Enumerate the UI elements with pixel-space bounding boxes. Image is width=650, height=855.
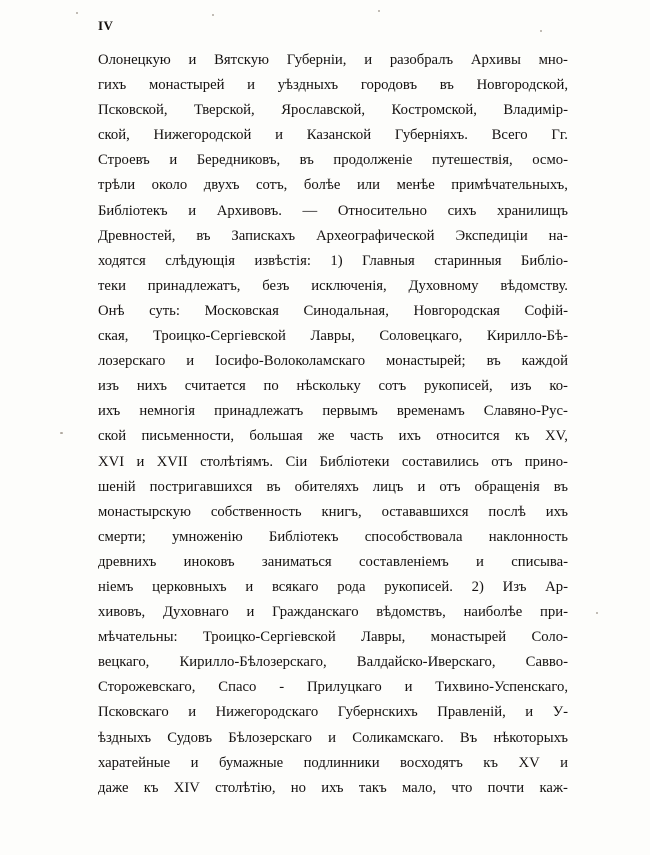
text-line (98, 726, 568, 751)
text-word: харатейные (98, 754, 171, 771)
text-word: хранилищъ (496, 202, 568, 219)
text-word: XIV (173, 779, 200, 796)
text-word: Олонецкую (98, 52, 171, 68)
text-word: и (169, 152, 178, 169)
text-word: въ (196, 227, 211, 244)
text-word: принадлежатъ, (147, 277, 241, 294)
text-word: Библiотеки (319, 453, 390, 470)
text-word: Строевъ (98, 152, 150, 169)
text-word: въ (299, 152, 314, 169)
text-word: Тверской, (193, 102, 255, 119)
text-word: исключенiя, (311, 277, 387, 294)
text-line (98, 98, 568, 123)
text-word: списыва- (511, 553, 568, 570)
text-word: трѣли (98, 177, 136, 194)
text-word: продолженiе (333, 152, 413, 169)
text-word: монастырскую (98, 503, 191, 520)
scan-speck (76, 12, 78, 14)
text-word: Псковской, (98, 102, 168, 119)
text-word: примѣчательныхъ, (451, 177, 568, 194)
text-line (98, 399, 568, 424)
text-word: ихъ (398, 428, 421, 445)
text-word: Соликамскаго. (352, 729, 444, 746)
text-line (98, 751, 568, 776)
text-line (98, 450, 568, 475)
text-word: Кирилло-Бѣ- (486, 328, 568, 345)
text-word: по (263, 378, 279, 395)
text-word: осмо- (532, 152, 568, 169)
text-word: городовъ (360, 77, 418, 94)
text-word: умноженiю (172, 528, 243, 545)
text-word: собственность (210, 503, 302, 520)
text-word: монастырей (430, 629, 507, 646)
text-word: Савво- (525, 654, 568, 671)
text-line (98, 199, 568, 224)
text-line (98, 776, 568, 801)
text-word: шенiй (98, 478, 136, 495)
text-word: къ (514, 428, 530, 445)
text-word: временамъ (396, 403, 465, 420)
text-word: XVII (156, 453, 188, 470)
text-word: смерти; (98, 528, 146, 545)
text-word: Кирилло-Бѣлозерскаго, (179, 654, 327, 671)
text-word: мало, (401, 779, 437, 796)
text-word: каж- (539, 779, 568, 796)
text-word: Псковскаго (98, 704, 169, 721)
text-line (98, 274, 568, 299)
text-word: постригавшихся (149, 478, 253, 495)
text-word: обращенiя (474, 478, 540, 495)
text-word: Судовъ (167, 729, 213, 746)
text-word: — (302, 202, 318, 219)
text-word: около (151, 177, 188, 194)
text-line (98, 324, 568, 349)
text-word: книгъ, (321, 503, 362, 520)
text-word: Соло- (531, 629, 568, 646)
text-word: Археографической (316, 227, 435, 244)
text-word: столѣтiямъ. (200, 453, 274, 470)
text-word: наиболѣе (463, 604, 523, 621)
text-line (98, 424, 568, 449)
text-word: путешествiя, (431, 152, 513, 169)
text-line (98, 299, 568, 324)
text-word: и (188, 202, 197, 219)
text-word: У- (552, 704, 568, 721)
text-line (98, 123, 568, 148)
text-word: монастырей (148, 77, 225, 94)
text-word: заниматься (261, 553, 332, 570)
text-word: Лавры, (361, 629, 406, 646)
scan-speck (60, 432, 63, 434)
text-line (98, 675, 568, 700)
text-word: ко- (549, 378, 568, 395)
text-word: вѣдомству. (500, 277, 568, 294)
text-word: каждой (521, 353, 568, 370)
text-word: Владимiр- (503, 102, 568, 119)
text-word: Сторожевскаго, (98, 679, 196, 696)
text-line (98, 525, 568, 550)
text-word: Соловецкаго, (379, 328, 463, 345)
text-word: ской, (98, 127, 130, 144)
text-word: прино- (524, 453, 568, 470)
text-word: почти (487, 779, 525, 796)
text-word: Костромской, (391, 102, 477, 119)
text-word: Древностей, (98, 227, 176, 244)
text-word: Экспедицiи (455, 227, 528, 244)
text-word: и (476, 553, 484, 570)
text-word: Вятскую (214, 52, 270, 68)
text-word: и (404, 679, 413, 696)
text-word: Относительно (337, 202, 427, 219)
text-word: двухъ (203, 177, 240, 194)
text-word: сотъ (378, 378, 407, 395)
text-line (98, 550, 568, 575)
text-word: церковныхъ (152, 578, 227, 595)
text-word: Главныя (362, 252, 415, 269)
text-word: подлинники (303, 754, 380, 771)
text-word: письменности, (141, 428, 235, 445)
text-word: сотъ, (256, 177, 288, 194)
text-word: нихъ (136, 378, 167, 395)
text-word: Духовнаго (162, 604, 229, 621)
text-word: XV, (544, 428, 568, 445)
text-word: обителяхъ (294, 478, 359, 495)
text-word: Правленiй, (437, 704, 506, 721)
text-word: хивовъ, (98, 604, 146, 621)
text-word: при- (540, 604, 568, 621)
text-word: составленiемъ (358, 553, 449, 570)
text-word: такъ (358, 779, 387, 796)
text-word: и (417, 478, 426, 495)
text-word: въ (486, 353, 501, 370)
text-word: относится (436, 428, 500, 445)
text-word: и (560, 754, 568, 771)
text-word: болѣе (303, 177, 341, 194)
text-line (98, 700, 568, 725)
text-word: ихъ (98, 403, 121, 420)
text-word: Сiи (285, 453, 308, 470)
text-word: и (190, 754, 199, 771)
text-word: вецкаго, (98, 654, 150, 671)
text-word: Нижегородской (153, 127, 252, 144)
text-word: Библiо- (520, 252, 568, 269)
text-word: 2) (471, 578, 484, 595)
text-line (98, 374, 568, 399)
text-word: Библiотекъ (98, 202, 168, 219)
text-word: сихъ (447, 202, 477, 219)
body-text (98, 48, 568, 801)
text-word: ходятся (98, 252, 146, 269)
text-word: Казанской (306, 127, 372, 144)
text-word: на- (548, 227, 568, 244)
text-word: Бѣлозерскаго (228, 729, 312, 746)
text-word: и (328, 729, 337, 746)
text-word: принадлежатъ (214, 403, 304, 420)
text-word: и (364, 52, 373, 68)
scan-speck (378, 10, 380, 12)
text-word: Софiй- (524, 302, 568, 319)
text-word: безъ (262, 277, 290, 294)
text-word: теки (98, 277, 126, 294)
text-word: и (136, 453, 145, 470)
text-word: отъ (439, 478, 461, 495)
text-word: и (246, 604, 255, 621)
text-word: 1) (330, 252, 343, 269)
text-line (98, 148, 568, 173)
text-word: немногiя (139, 403, 196, 420)
text-line (98, 600, 568, 625)
text-word: или (356, 177, 380, 194)
text-word: разобралъ (389, 52, 454, 68)
text-word: мно- (538, 52, 568, 68)
text-word: Изъ (502, 578, 527, 595)
text-word: и (188, 704, 197, 721)
text-line (98, 48, 568, 73)
text-word: иноковъ (183, 553, 235, 570)
text-word: ихъ (321, 779, 344, 796)
text-word: ской (98, 428, 127, 445)
text-line (98, 650, 568, 675)
text-line (98, 224, 568, 249)
text-word: Ярославской, (281, 102, 366, 119)
text-word: же (317, 428, 335, 445)
text-word: Онѣ (98, 302, 125, 319)
text-word: извѣстiя: (254, 252, 311, 269)
text-word: гихъ (98, 77, 127, 94)
text-word: и (525, 704, 534, 721)
text-word: лозерскаго (98, 353, 166, 370)
text-word: и (245, 578, 254, 595)
scan-speck (540, 30, 542, 32)
text-word: отъ (491, 453, 513, 470)
text-word: рукописей. (384, 578, 453, 595)
text-word: рукописей, (424, 378, 493, 395)
text-word: Въ (459, 729, 478, 746)
text-word: остававшихся (381, 503, 469, 520)
text-word: къ (483, 754, 499, 771)
text-line (98, 173, 568, 198)
text-word: къ (143, 779, 159, 796)
scan-speck (212, 14, 214, 16)
text-line (98, 349, 568, 374)
text-word: ихъ (545, 503, 568, 520)
text-word: монастырей; (385, 353, 466, 370)
text-word: первымъ (322, 403, 378, 420)
text-word: Архивы (470, 52, 521, 68)
text-word: рода (337, 578, 366, 595)
text-word: XVI (98, 453, 125, 470)
text-line (98, 475, 568, 500)
text-line (98, 73, 568, 98)
text-word: Нижегородскаго (215, 704, 319, 721)
text-word: Iосифо-Волоколамскаго (215, 353, 366, 370)
text-word: и (247, 77, 256, 94)
text-word: Всего (491, 127, 528, 144)
text-word: Новгородской, (476, 77, 568, 94)
text-word: Тихвино-Успенскаго, (435, 679, 568, 696)
text-word: Синодальная, (303, 302, 389, 319)
text-word: Губернскихъ (337, 704, 418, 721)
text-word: Архивовъ. (216, 202, 282, 219)
text-word: Московская (204, 302, 279, 319)
text-word: даже (98, 779, 129, 796)
text-word: всякаго (271, 578, 319, 595)
text-line (98, 575, 568, 600)
text-word: нѣскольку (296, 378, 361, 395)
text-word: лицъ (372, 478, 404, 495)
text-word: восходятъ (400, 754, 463, 771)
text-word: Валдайско-Иверскаго, (356, 654, 496, 671)
text-word: и (275, 127, 283, 144)
text-word: Гг. (551, 127, 568, 144)
text-word: Бередниковъ, (196, 152, 281, 169)
text-word: уѣздныхъ (277, 77, 339, 94)
text-word: большая (249, 428, 303, 445)
text-word: Спасо (218, 679, 257, 696)
text-word: нѣкоторыхъ (493, 729, 568, 746)
text-word: часть (349, 428, 384, 445)
text-word: Прилуцкаго (306, 679, 382, 696)
text-word: но (290, 779, 306, 796)
text-word: XV (518, 754, 540, 771)
text-word: Славяно-Рус- (483, 403, 568, 420)
text-word: Троицко-Сергiевской (202, 629, 336, 646)
text-word: Губернiи, (286, 52, 347, 68)
text-word: бумажные (218, 754, 284, 771)
text-word: древнихъ (98, 553, 157, 570)
text-word: въ (266, 478, 281, 495)
text-word: Духовному (408, 277, 479, 294)
text-word: нiемъ (98, 578, 134, 595)
text-word: послѣ (488, 503, 526, 520)
text-word: - (279, 679, 285, 696)
text-word: Новгородская (413, 302, 500, 319)
text-line (98, 500, 568, 525)
text-word: въ (439, 77, 454, 94)
text-word: въ (553, 478, 568, 495)
text-word: суть: (149, 302, 180, 319)
text-word: Лавры, (310, 328, 355, 345)
text-word: Запискахъ (231, 227, 296, 244)
text-word: и (188, 52, 197, 68)
text-word: составились (401, 453, 479, 470)
text-word: считается (184, 378, 246, 395)
page-number: IV (98, 18, 114, 33)
text-word: Губернiяхъ. (394, 127, 468, 144)
scan-speck (596, 612, 598, 614)
text-word: Гражданскаго (272, 604, 359, 621)
text-word: менѣе (396, 177, 435, 194)
text-word: что (451, 779, 473, 796)
text-word: вѣдомствъ, (376, 604, 446, 621)
text-line (98, 249, 568, 274)
text-word: и (186, 353, 195, 370)
text-word: Ар- (545, 578, 568, 595)
text-word: ская, (98, 328, 129, 345)
text-word: столѣтiю, (215, 779, 276, 796)
text-word: Библiотекъ (268, 528, 339, 545)
text-word: слѣдующiя (165, 252, 236, 269)
text-word: изъ (510, 378, 532, 395)
text-word: ѣздныхъ (98, 729, 152, 746)
text-word: изъ (98, 378, 120, 395)
text-word: наклонность (488, 528, 568, 545)
text-word: способствовала (364, 528, 463, 545)
text-word: мѣчательны: (98, 629, 178, 646)
text-word: старинныя (434, 252, 502, 269)
text-word: Троицко-Сергiевской (152, 328, 286, 345)
text-line (98, 625, 568, 650)
